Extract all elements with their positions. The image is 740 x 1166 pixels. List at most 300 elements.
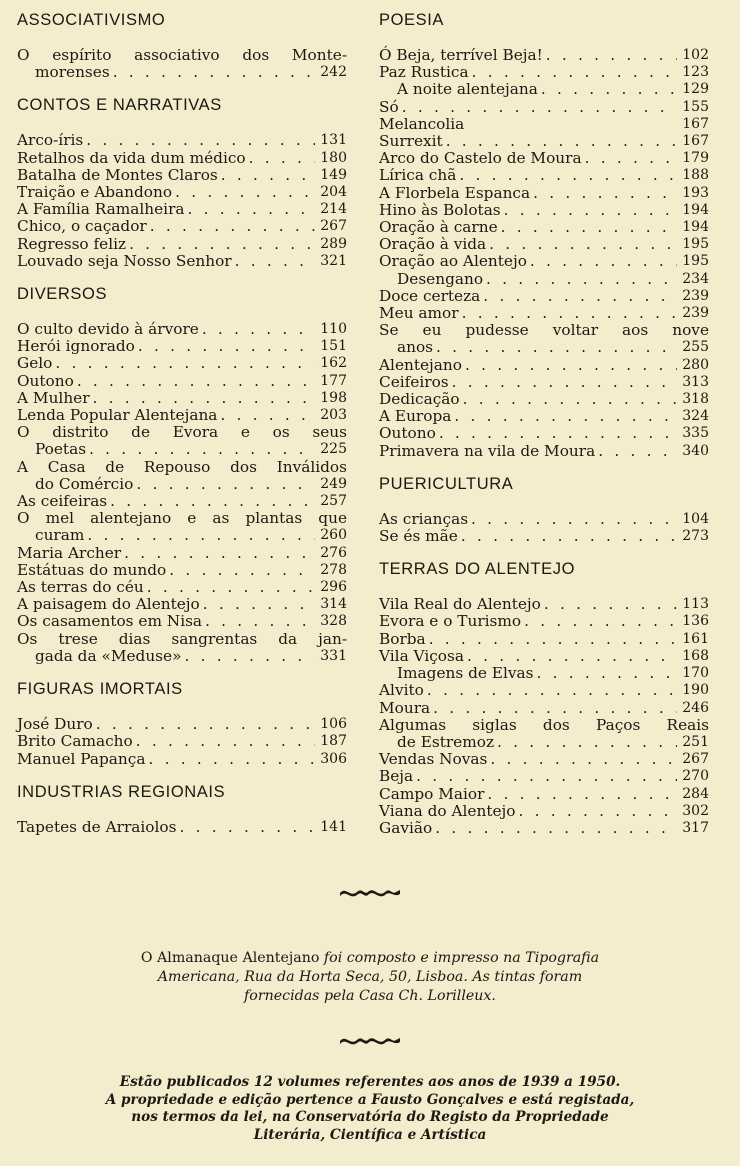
toc-entry-page: 249 bbox=[320, 475, 347, 492]
toc-entry-title: Vila Viçosa bbox=[379, 646, 464, 665]
toc-entry-page: 321 bbox=[320, 252, 347, 269]
toc-entry[interactable] bbox=[379, 116, 709, 133]
section-title: INDUSTRIAS REGIONAIS bbox=[17, 782, 226, 801]
toc-entry-title-line: Os trese dias sangrentas da jan- bbox=[17, 629, 347, 648]
toc-entry[interactable] bbox=[379, 64, 709, 81]
toc-entry-title: Imagens de Elvas bbox=[397, 664, 534, 683]
toc-entry-title: Moura bbox=[379, 698, 431, 717]
toc-entry-title: Brito Camacho bbox=[17, 732, 133, 751]
toc-entry-page: 167 bbox=[682, 133, 709, 150]
toc-entry-title: Surrexit bbox=[379, 132, 443, 151]
dot-leader bbox=[107, 493, 315, 510]
toc-entry-page: 289 bbox=[320, 235, 347, 252]
toc-entry-title-line: A Casa de Repouso dos Inválidos bbox=[17, 457, 347, 476]
toc-entry-page: 168 bbox=[682, 647, 709, 664]
toc-entry-page: 239 bbox=[682, 287, 709, 304]
toc-entry-page: 317 bbox=[682, 819, 709, 836]
toc-entry-page: 340 bbox=[682, 442, 709, 459]
dot-leader bbox=[443, 133, 677, 150]
toc-entry-title: Beja bbox=[379, 767, 414, 786]
toc-entry-title: anos bbox=[397, 338, 434, 357]
toc-entry-title-line: O espírito associativo dos Monte- bbox=[17, 46, 347, 64]
toc-entry-title: Chico, o caçador bbox=[17, 217, 147, 236]
section-title: CONTOS E NARRATIVAS bbox=[17, 96, 222, 115]
toc-entry-page: 102 bbox=[682, 47, 709, 63]
toc-entry[interactable] bbox=[379, 81, 709, 98]
section-entries bbox=[379, 596, 709, 837]
dot-leader bbox=[426, 631, 677, 648]
toc-entry-page: 110 bbox=[320, 321, 347, 338]
toc-entry-title: A Família Ramalheira bbox=[17, 200, 185, 219]
dot-leader bbox=[458, 528, 677, 545]
toc-entry-title: Viana do Alentejo bbox=[379, 801, 516, 820]
toc-entry-title: As crianças bbox=[379, 509, 469, 528]
toc-entry-page: 123 bbox=[682, 64, 709, 81]
dot-leader bbox=[145, 751, 315, 768]
dot-leader bbox=[486, 236, 677, 253]
toc-entry-title: Vila Real do Alentejo bbox=[379, 595, 541, 614]
toc-entry-title: do Comércio bbox=[35, 474, 134, 493]
toc-entry[interactable] bbox=[379, 751, 709, 768]
toc-entry-title: A paisagem do Alentejo bbox=[17, 595, 200, 614]
toc-entry[interactable] bbox=[17, 390, 347, 407]
toc-entry-page: 324 bbox=[682, 408, 709, 425]
toc-entry[interactable] bbox=[17, 338, 347, 355]
toc-entry[interactable] bbox=[17, 596, 347, 613]
toc-entry-title: Retalhos da vida dum médico bbox=[17, 148, 246, 167]
toc-entry[interactable] bbox=[17, 819, 347, 836]
toc-entry[interactable] bbox=[379, 820, 709, 837]
dot-leader bbox=[74, 373, 315, 390]
toc-entry-title: Gelo bbox=[17, 354, 53, 373]
toc-entry[interactable] bbox=[379, 288, 709, 305]
toc-entry-title: Gavião bbox=[379, 818, 433, 837]
toc-entry[interactable] bbox=[379, 253, 709, 270]
section-title: FIGURAS IMORTAIS bbox=[17, 680, 183, 699]
toc-entry-page: 313 bbox=[682, 373, 709, 390]
toc-entry-page: 195 bbox=[682, 236, 709, 253]
toc-entry[interactable] bbox=[379, 271, 709, 288]
toc-entry-page: 273 bbox=[682, 528, 709, 545]
dot-leader bbox=[424, 682, 677, 699]
toc-entry-title: José Duro bbox=[17, 715, 93, 734]
toc-entry-page: 187 bbox=[320, 733, 347, 750]
toc-entry[interactable] bbox=[17, 373, 347, 390]
wave-ornament-icon bbox=[338, 1032, 402, 1048]
toc-entry-page: 255 bbox=[682, 339, 709, 356]
toc-entry[interactable] bbox=[17, 631, 347, 665]
toc-entry-page: 195 bbox=[682, 253, 709, 270]
toc-entry[interactable] bbox=[17, 733, 347, 750]
toc-entry-title: Oração ao Alentejo bbox=[379, 252, 527, 271]
dot-leader bbox=[181, 648, 315, 665]
toc-entry-page: 276 bbox=[320, 544, 347, 561]
notice-line-3: nos termos da lei, na Conservatória do Registo da Propriedade bbox=[131, 1109, 609, 1125]
dot-leader bbox=[515, 803, 677, 820]
toc-entry-title: Primavera na vila de Moura bbox=[379, 441, 596, 460]
toc-entry-title: Melancolia bbox=[379, 114, 465, 133]
toc-entry-page: 278 bbox=[320, 561, 347, 578]
toc-entry-title: Desengano bbox=[397, 269, 484, 288]
toc-entry[interactable] bbox=[17, 510, 347, 544]
dot-leader bbox=[456, 167, 677, 184]
dot-leader bbox=[501, 202, 677, 219]
toc-entry[interactable] bbox=[379, 511, 709, 528]
toc-entry-title: Oração à vida bbox=[379, 235, 487, 254]
toc-entry-title: de Estremoz bbox=[397, 732, 495, 751]
toc-entry-title: Dedicação bbox=[379, 390, 460, 409]
dot-leader bbox=[52, 355, 315, 372]
section-title: PUERICULTURA bbox=[379, 474, 514, 493]
toc-entry[interactable] bbox=[17, 253, 347, 270]
toc-entry-page: 113 bbox=[682, 596, 709, 613]
dot-leader bbox=[543, 47, 677, 64]
dot-leader bbox=[494, 734, 677, 751]
dot-leader bbox=[462, 357, 677, 374]
toc-entry-page: 198 bbox=[320, 389, 347, 406]
toc-entry[interactable] bbox=[17, 201, 347, 218]
toc-entry-title: Lírica chã bbox=[379, 166, 457, 185]
toc-entry[interactable] bbox=[379, 202, 709, 219]
toc-entry[interactable] bbox=[17, 545, 347, 562]
toc-entry-page: 214 bbox=[320, 201, 347, 218]
toc-entry-title: curam bbox=[35, 526, 85, 545]
toc-entry-page: 306 bbox=[320, 750, 347, 767]
toc-entry-page: 204 bbox=[320, 184, 347, 201]
toc-entry-title-line: O distrito de Evora e os seus bbox=[17, 423, 347, 442]
toc-entry-page: 246 bbox=[682, 699, 709, 716]
toc-entry-title: Outono bbox=[17, 371, 74, 390]
toc-entry-page: 136 bbox=[682, 613, 709, 630]
toc-entry-page: 257 bbox=[320, 493, 347, 510]
toc-entry-title: Ceifeiros bbox=[379, 372, 449, 391]
toc-entry-title: A Europa bbox=[379, 407, 452, 426]
toc-entry[interactable] bbox=[17, 459, 347, 493]
dot-leader bbox=[83, 132, 315, 149]
dot-leader bbox=[166, 562, 315, 579]
toc-entry[interactable] bbox=[379, 528, 709, 545]
colophon-line-1: O Almanaque Alentejano foi composto e impresso na Tipografia bbox=[140, 950, 600, 966]
toc-entry-page: 225 bbox=[320, 441, 347, 458]
colophon-line-3: fornecidas pela Casa Ch. Lorilleux. bbox=[244, 988, 496, 1004]
toc-entry[interactable] bbox=[17, 47, 347, 81]
toc-entry-page: 180 bbox=[320, 149, 347, 166]
dot-leader bbox=[595, 443, 677, 460]
toc-entry[interactable] bbox=[379, 374, 709, 391]
right-column bbox=[379, 10, 709, 837]
dot-leader bbox=[93, 716, 315, 733]
dot-leader bbox=[185, 201, 315, 218]
toc-entry[interactable] bbox=[379, 133, 709, 150]
toc-entry-title: A Mulher bbox=[17, 388, 90, 407]
publication-notice bbox=[70, 1074, 670, 1144]
toc-entry[interactable] bbox=[379, 648, 709, 665]
dot-leader bbox=[460, 391, 677, 408]
dot-leader bbox=[521, 613, 677, 630]
toc-entry[interactable] bbox=[379, 700, 709, 717]
section-title: TERRAS DO ALENTEJO bbox=[379, 560, 576, 579]
dot-leader bbox=[459, 305, 677, 322]
dot-leader bbox=[527, 253, 677, 270]
toc-entry[interactable] bbox=[379, 150, 709, 167]
dot-leader bbox=[90, 390, 315, 407]
section-entries bbox=[379, 47, 709, 460]
dot-leader bbox=[530, 185, 677, 202]
toc-entry-page: 190 bbox=[682, 682, 709, 699]
toc-entry-page: 260 bbox=[320, 527, 347, 544]
toc-entry-title: Arco-íris bbox=[17, 131, 84, 150]
toc-entry-title: Vendas Novas bbox=[379, 750, 488, 769]
toc-entry[interactable] bbox=[17, 132, 347, 149]
toc-entry-title: Manuel Papança bbox=[17, 749, 146, 768]
dot-leader bbox=[147, 218, 315, 235]
toc-entry-page: 193 bbox=[682, 184, 709, 201]
toc-entry-page: 331 bbox=[320, 647, 347, 664]
toc-entry-page: 242 bbox=[320, 64, 347, 81]
dot-leader bbox=[468, 511, 677, 528]
dot-leader bbox=[469, 64, 677, 81]
dot-leader bbox=[232, 253, 315, 270]
dot-leader bbox=[487, 751, 677, 768]
dot-leader bbox=[176, 819, 315, 836]
toc-entry[interactable] bbox=[379, 322, 709, 356]
toc-entry-title: O culto devido à árvore bbox=[17, 320, 199, 339]
dot-leader bbox=[133, 476, 315, 493]
toc-entry[interactable] bbox=[17, 355, 347, 372]
toc-entry-page: 188 bbox=[682, 167, 709, 184]
section-entries bbox=[17, 132, 347, 270]
toc-entry-title: gada da «Meduse» bbox=[35, 646, 182, 665]
toc-entry-page: 106 bbox=[320, 716, 347, 733]
toc-entry[interactable] bbox=[379, 682, 709, 699]
toc-entry-title: Herói ignorado bbox=[17, 337, 135, 356]
dot-leader bbox=[436, 425, 677, 442]
toc-entry[interactable] bbox=[17, 716, 347, 733]
toc-entry[interactable] bbox=[379, 665, 709, 682]
toc-entry-page: 155 bbox=[682, 98, 709, 115]
toc-entry-page: 234 bbox=[682, 270, 709, 287]
toc-entry-page: 149 bbox=[320, 166, 347, 183]
dot-leader bbox=[449, 374, 677, 391]
toc-entry[interactable] bbox=[379, 631, 709, 648]
toc-entry-title: Arco do Castelo de Moura bbox=[379, 149, 582, 168]
toc-entry-title-line: Algumas siglas dos Paços Reais bbox=[379, 715, 709, 734]
toc-entry[interactable] bbox=[379, 425, 709, 442]
dot-leader bbox=[483, 271, 677, 288]
dot-leader bbox=[86, 441, 315, 458]
dot-leader bbox=[433, 339, 677, 356]
toc-entry[interactable] bbox=[17, 751, 347, 768]
toc-entry-page: 328 bbox=[320, 613, 347, 630]
toc-entry-page: 129 bbox=[682, 81, 709, 98]
dot-leader bbox=[582, 150, 677, 167]
toc-entry-title: Doce certeza bbox=[379, 286, 481, 305]
dot-leader bbox=[430, 700, 677, 717]
toc-entry[interactable] bbox=[379, 185, 709, 202]
toc-entry-title: Alvito bbox=[379, 681, 424, 700]
toc-entry-title: Batalha de Montes Claros bbox=[17, 165, 218, 184]
toc-entry-page: 104 bbox=[682, 510, 709, 527]
toc-entry-title: A Florbela Espanca bbox=[379, 183, 531, 202]
toc-entry[interactable] bbox=[379, 305, 709, 322]
toc-entry[interactable] bbox=[17, 321, 347, 338]
toc-entry-page: 296 bbox=[320, 579, 347, 596]
toc-entry-title: Só bbox=[379, 97, 399, 116]
dot-leader bbox=[133, 733, 315, 750]
toc-entry-title: Oração à carne bbox=[379, 218, 498, 237]
toc-entry-page: 161 bbox=[682, 630, 709, 647]
toc-entry-page: 162 bbox=[320, 355, 347, 372]
section-entries bbox=[17, 716, 347, 768]
toc-entry[interactable] bbox=[379, 99, 709, 116]
toc-entry[interactable] bbox=[17, 407, 347, 424]
toc-entry-title: Alentejano bbox=[379, 355, 462, 374]
toc-entry[interactable] bbox=[17, 424, 347, 458]
toc-entry[interactable] bbox=[17, 562, 347, 579]
toc-entry-page: 267 bbox=[682, 751, 709, 768]
section-title: DIVERSOS bbox=[17, 285, 108, 304]
dot-leader bbox=[246, 150, 315, 167]
toc-entry-title: Regresso feliz bbox=[17, 234, 127, 253]
toc-entry[interactable] bbox=[379, 803, 709, 820]
toc-entry-title: Ó Beja, terrível Beja! bbox=[379, 46, 543, 64]
dot-leader bbox=[199, 321, 315, 338]
toc-entry-page: 335 bbox=[682, 425, 709, 442]
toc-entry[interactable] bbox=[17, 184, 347, 201]
dot-leader bbox=[538, 81, 677, 98]
toc-entry[interactable] bbox=[379, 408, 709, 425]
toc-entry[interactable] bbox=[379, 613, 709, 630]
toc-entry-title: Se és mãe bbox=[379, 527, 458, 546]
toc-entry[interactable] bbox=[379, 236, 709, 253]
toc-entry[interactable] bbox=[379, 391, 709, 408]
section-title: ASSOCIATIVISMO bbox=[17, 11, 166, 29]
toc-entry[interactable] bbox=[17, 493, 347, 510]
toc-entry[interactable] bbox=[17, 150, 347, 167]
section-entries bbox=[379, 511, 709, 545]
dot-leader bbox=[202, 613, 315, 630]
dot-leader bbox=[451, 408, 677, 425]
toc-entry[interactable] bbox=[379, 717, 709, 751]
toc-entry-title: As terras do céu bbox=[17, 578, 144, 597]
toc-entry[interactable] bbox=[379, 768, 709, 785]
toc-entry[interactable] bbox=[17, 579, 347, 596]
dot-leader bbox=[498, 219, 677, 236]
toc-entry-title: Louvado seja Nosso Senhor bbox=[17, 251, 232, 270]
toc-entry-page: 179 bbox=[682, 150, 709, 167]
toc-entry-title: Maria Archer bbox=[17, 543, 122, 562]
toc-entry-page: 141 bbox=[320, 818, 347, 835]
section-title: POESIA bbox=[379, 11, 445, 29]
colophon bbox=[60, 949, 680, 1006]
dot-leader bbox=[480, 288, 677, 305]
toc-entry-page: 151 bbox=[320, 338, 347, 355]
toc-entry[interactable] bbox=[379, 357, 709, 374]
toc-entry-title: Estátuas do mundo bbox=[17, 560, 167, 579]
toc-entry-page: 318 bbox=[682, 391, 709, 408]
dot-leader bbox=[464, 648, 677, 665]
toc-entry-page: 314 bbox=[320, 596, 347, 613]
dot-leader bbox=[432, 820, 677, 837]
ornament-divider-top bbox=[0, 884, 740, 904]
dot-leader bbox=[218, 167, 315, 184]
dot-leader bbox=[484, 786, 677, 803]
toc-entry[interactable] bbox=[379, 219, 709, 236]
toc-entry-title: Hino às Bolotas bbox=[379, 200, 501, 219]
toc-entry-page: 239 bbox=[682, 305, 709, 322]
toc-entry[interactable] bbox=[17, 167, 347, 184]
toc-entry-page: 267 bbox=[320, 218, 347, 235]
dot-leader bbox=[541, 596, 677, 613]
toc-entry[interactable] bbox=[379, 596, 709, 613]
toc-entry-page: 280 bbox=[682, 356, 709, 373]
toc-entry-title: As ceifeiras bbox=[17, 492, 108, 511]
toc-entry-page: 194 bbox=[682, 201, 709, 218]
dot-leader bbox=[121, 545, 315, 562]
dot-leader bbox=[135, 338, 315, 355]
dot-leader bbox=[217, 407, 315, 424]
toc-entry-title: A noite alentejana bbox=[397, 80, 538, 99]
toc-entry[interactable] bbox=[17, 236, 347, 253]
dot-leader bbox=[110, 64, 315, 81]
toc-entry-title: Tapetes de Arraiolos bbox=[17, 817, 177, 836]
toc-entry-title: Borba bbox=[379, 629, 426, 648]
toc-entry-page: 131 bbox=[320, 132, 347, 149]
toc-entry-title: Meu amor bbox=[379, 304, 459, 323]
toc-entry-page: 251 bbox=[682, 733, 709, 750]
toc-entry[interactable] bbox=[17, 613, 347, 630]
dot-leader bbox=[84, 527, 315, 544]
toc-entry-title: Evora e o Turismo bbox=[379, 612, 522, 631]
toc-entry-page: 284 bbox=[682, 785, 709, 802]
ornament-divider-bottom bbox=[0, 1032, 740, 1052]
wave-ornament-icon bbox=[338, 884, 402, 900]
toc-entry-page: 177 bbox=[320, 372, 347, 389]
toc-entry-page: 302 bbox=[682, 802, 709, 819]
section-entries bbox=[17, 47, 347, 81]
dot-leader bbox=[126, 236, 315, 253]
left-column bbox=[17, 10, 347, 836]
toc-entry-title: Paz Rustica bbox=[379, 63, 469, 82]
toc-entry-title: Outono bbox=[379, 424, 436, 443]
toc-entry-title: Campo Maior bbox=[379, 784, 485, 803]
dot-leader bbox=[200, 596, 315, 613]
toc-entry[interactable] bbox=[379, 47, 709, 64]
toc-entry-title: Lenda Popular Alentejana bbox=[17, 406, 218, 425]
colophon-line-2: Americana, Rua da Horta Seca, 50, Lisboa. As tintas foram bbox=[157, 969, 583, 985]
toc-entry[interactable] bbox=[379, 443, 709, 460]
toc-entry-title-line: O mel alentejano e as plantas que bbox=[17, 509, 347, 528]
notice-line-1: Estão publicados 12 volumes referentes aos anos de 1939 a 1950. bbox=[119, 1074, 621, 1090]
toc-entry[interactable] bbox=[379, 786, 709, 803]
toc-entry-title: Poetas bbox=[35, 440, 87, 459]
toc-entry-title: morenses bbox=[35, 63, 110, 82]
toc-entry-title-line: Se eu pudesse voltar aos nove bbox=[379, 321, 709, 340]
toc-entry-title: Traição e Abandono bbox=[17, 183, 173, 202]
dot-leader bbox=[172, 184, 315, 201]
toc-entry[interactable] bbox=[379, 167, 709, 184]
dot-leader bbox=[413, 768, 677, 785]
toc-entry-title: Os casamentos em Nisa bbox=[17, 612, 203, 631]
notice-line-4: Literária, Científica e Artística bbox=[253, 1126, 487, 1143]
toc-entry-page: 170 bbox=[682, 665, 709, 682]
toc-entry-page: 203 bbox=[320, 407, 347, 424]
dot-leader bbox=[533, 665, 677, 682]
toc-entry[interactable] bbox=[17, 218, 347, 235]
dot-leader bbox=[144, 579, 315, 596]
notice-line-2: A propriedade e edição pertence a Fausto Gonçalves e está registada, bbox=[105, 1091, 635, 1108]
section-entries bbox=[17, 819, 347, 836]
